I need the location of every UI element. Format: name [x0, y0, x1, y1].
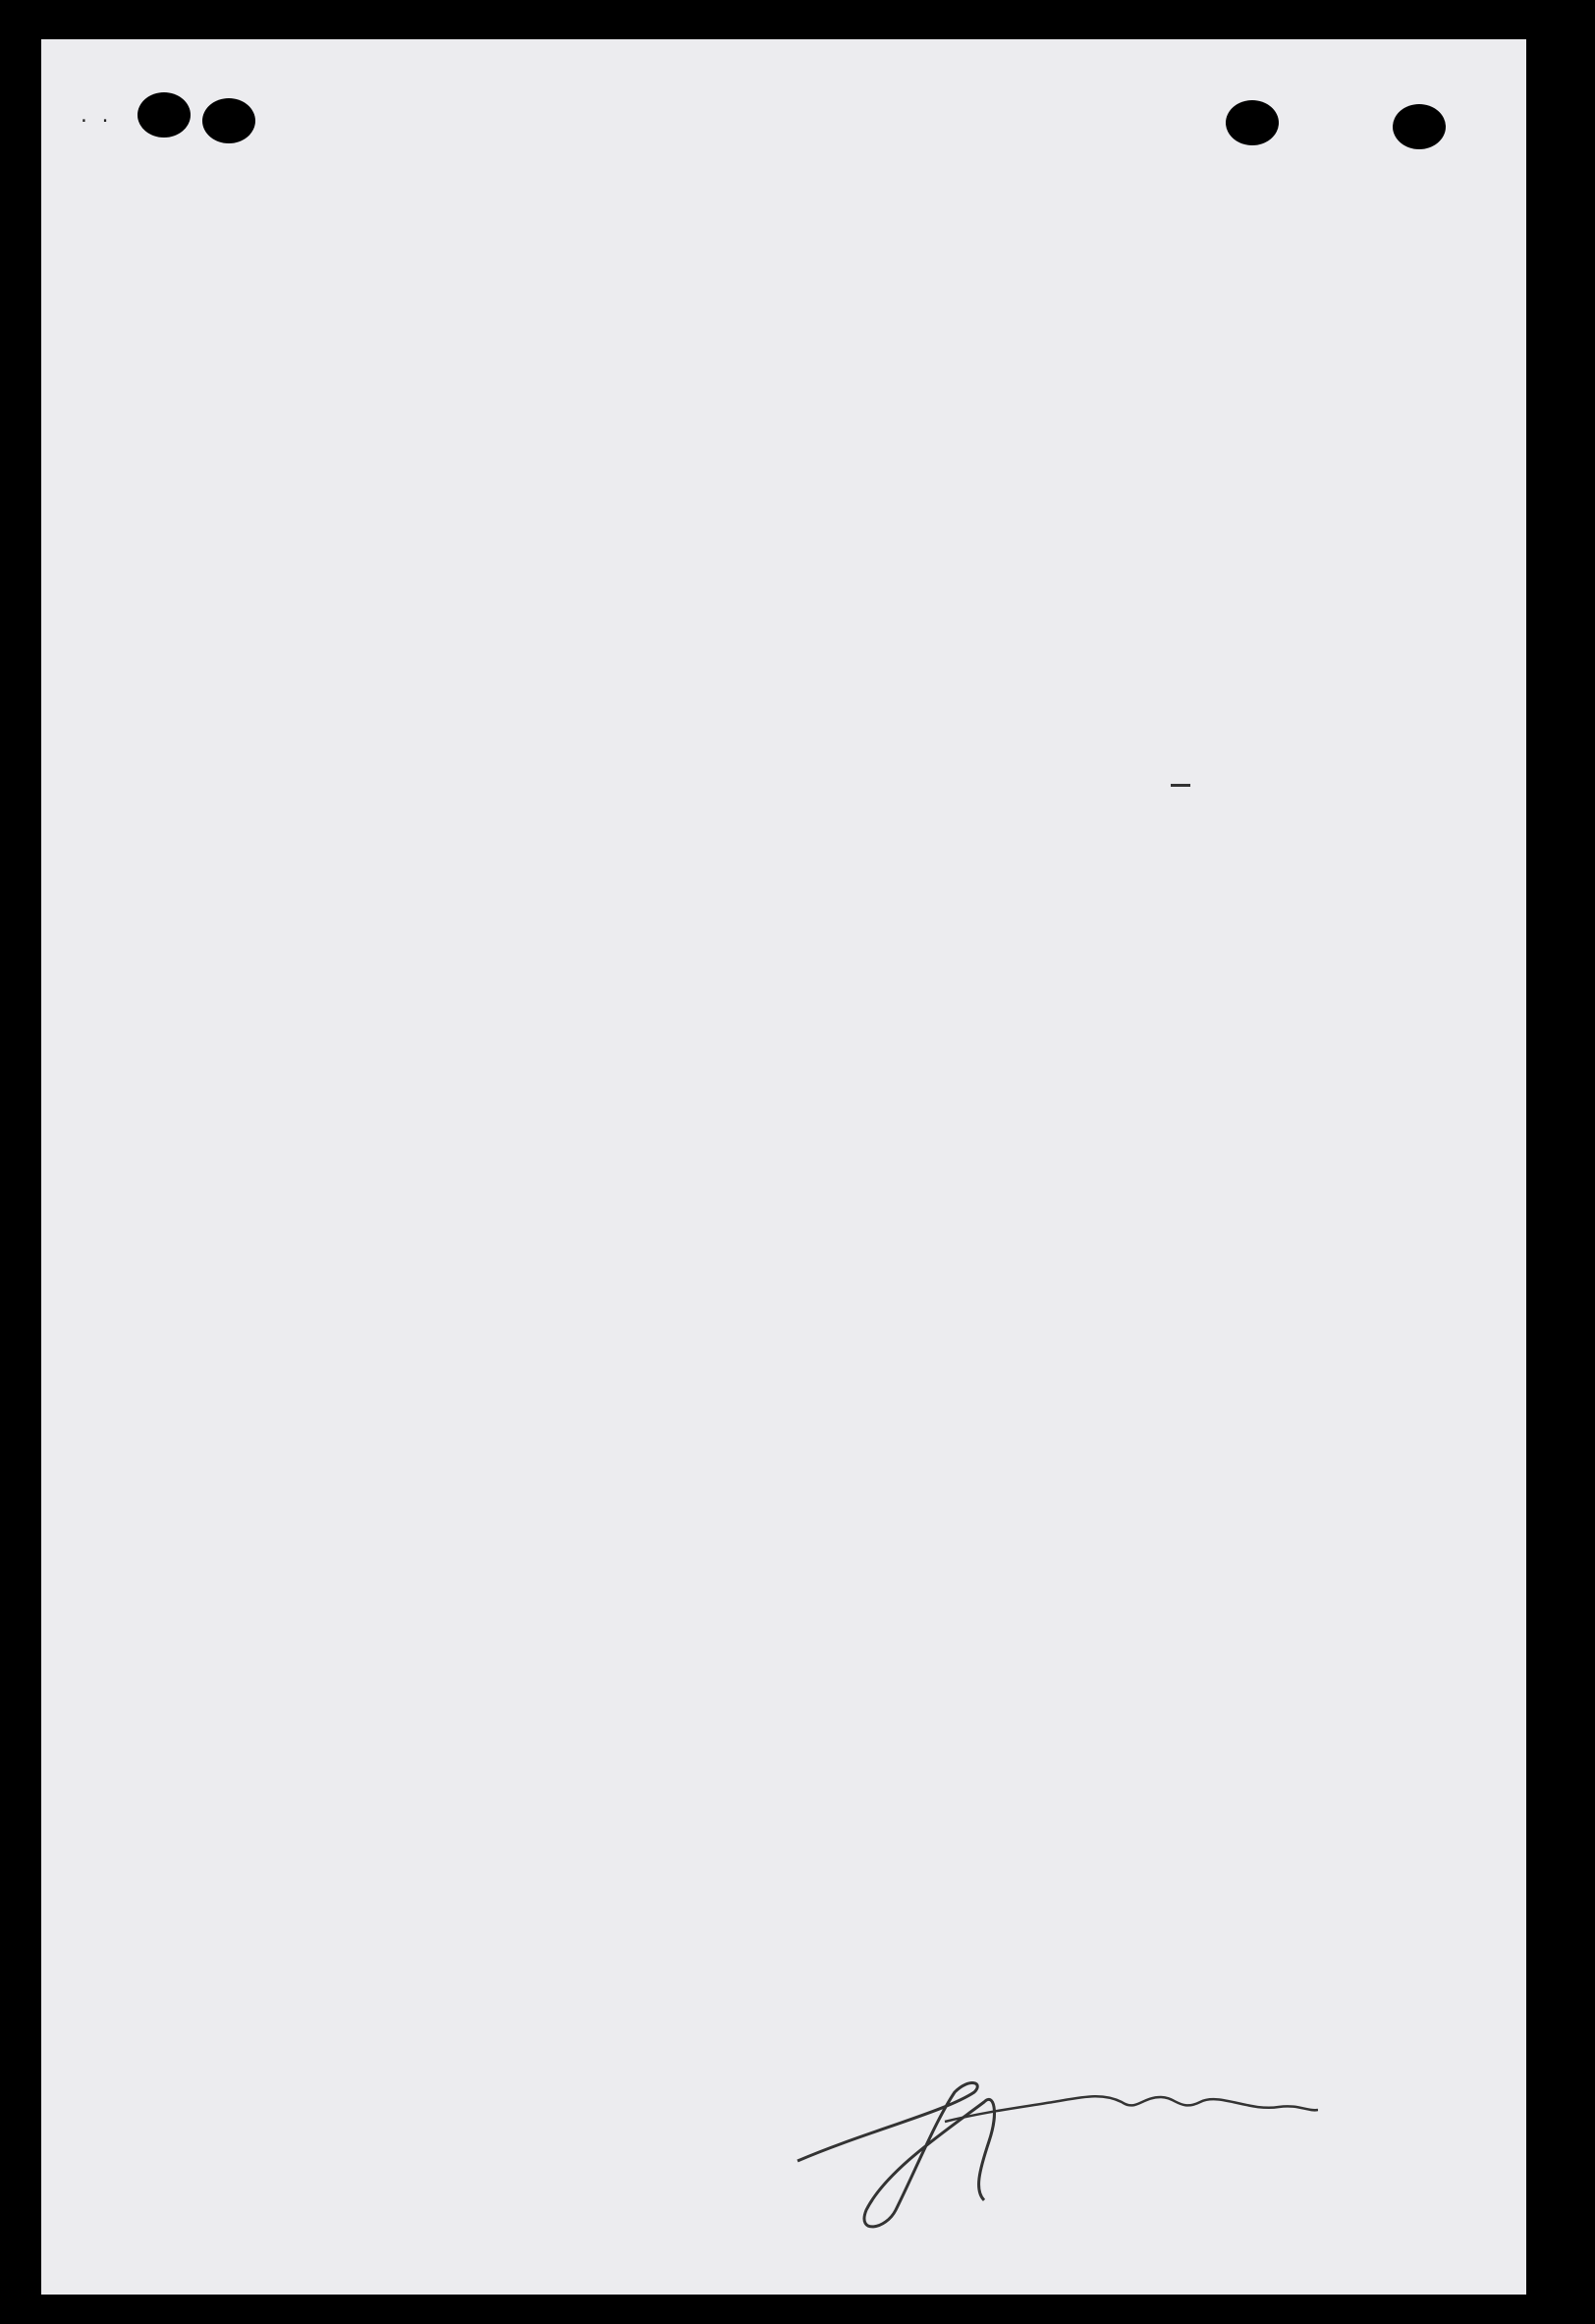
punch-hole — [202, 98, 255, 143]
document-page — [41, 39, 1526, 2295]
handwritten-signature — [788, 2053, 1318, 2240]
punch-hole — [1226, 100, 1279, 145]
pencil-dash — [1171, 784, 1190, 787]
punch-hole — [138, 92, 191, 138]
ink-specks: . . — [79, 106, 111, 127]
punch-hole — [1393, 104, 1446, 149]
